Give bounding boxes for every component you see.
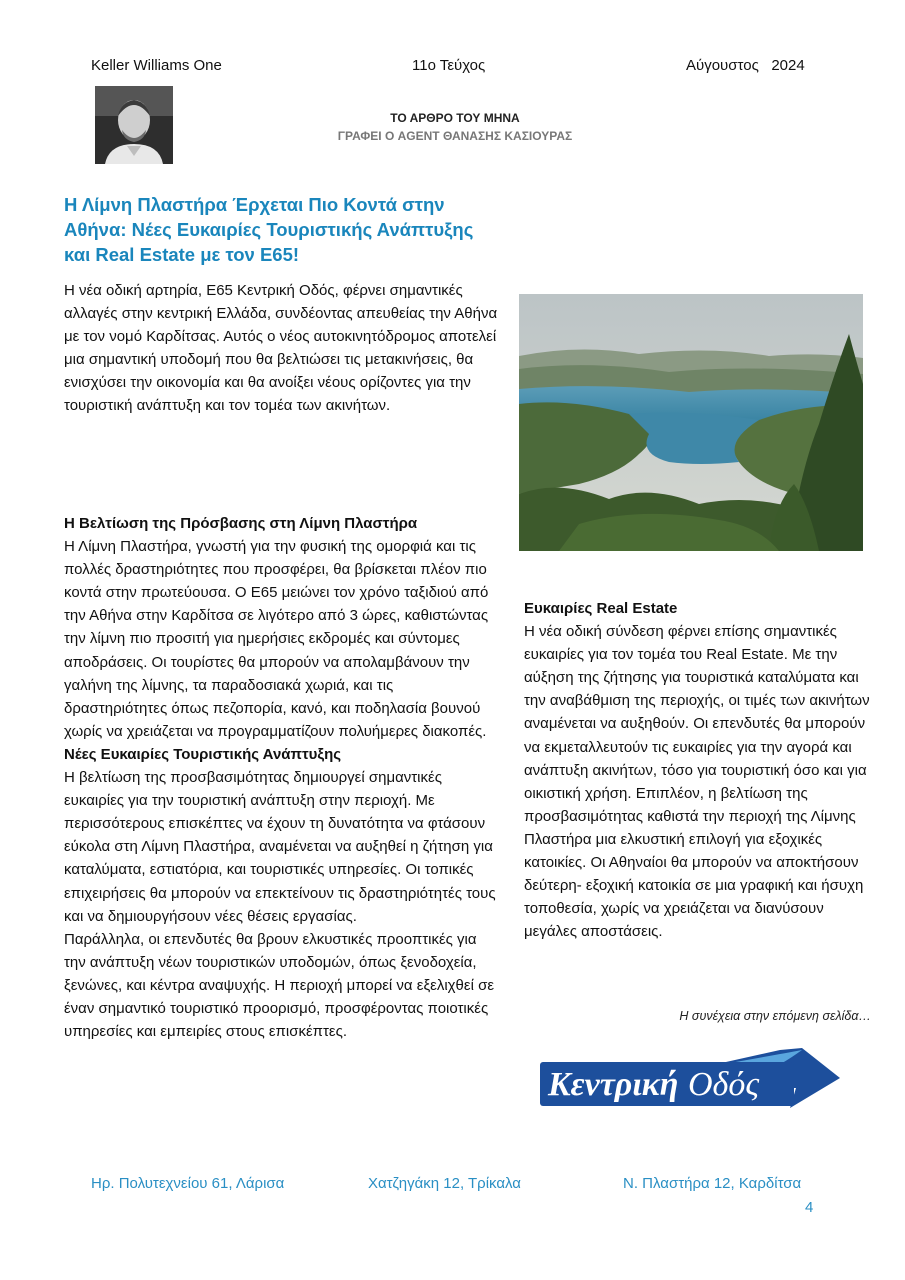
article-intro: Η νέα οδική αρτηρία, Ε65 Κεντρική Οδός, φέρνει σημαντικές αλλαγές στην κεντρική Ελλάδα, συνδέοντας απευθείας την Αθήνα με τον νομό Καρδίτσας. Αυτός ο νέος αυτοκινητόδρομος αποτελεί μια σημαντική υποδομή που θα βελτιώσει τις μετακινήσεις, θα ενισχύσει την οικονομία και θα ανοίξει νέους ορίζοντες για την τουριστική ανάπτυξη και τον τομέα των ακινήτων. — [64, 282, 498, 415]
agent-photo — [95, 86, 173, 164]
section-tourism-text-2: Παράλληλα, οι επενδυτές θα βρουν ελκυστικές προοπτικές για την ανάπτυξη νέων τουριστικών υποδομών, όπως ξενοδοχεία, ξενώνες, και κέντρα αναψυχής. Η περιοχή μπορεί να εξελιχθεί σε έναν σημαντικό τουριστικό προορισμό, προσφέροντας ποιοτικές υπηρεσίες και εμπειρίες στους επισκέπτες. — [64, 930, 495, 1041]
logo-text-odos: Οδός — [688, 1066, 760, 1103]
company-name: Keller Williams One — [91, 57, 222, 74]
issue-year: 2024 — [771, 57, 805, 74]
article-author: ΓΡΑΦΕΙ Ο AGENT ΘΑΝΑΣΗΣ ΚΑΣΙΟΥΡΑΣ — [337, 129, 573, 143]
article-left-column — [64, 512, 499, 1043]
logo-text-kentriki: Κεντρική — [548, 1066, 679, 1103]
issue-month: Αύγουστος — [686, 57, 759, 74]
issue-number: 11ο Τεύχος — [412, 57, 486, 74]
footer-address-larisa: Ηρ. Πολυτεχνείου 61, Λάρισα — [91, 1175, 285, 1192]
article-kicker: ΤΟ ΑΡΘΡΟ ΤΟΥ ΜΗΝΑ — [390, 111, 520, 125]
continue-note: Η συνέχεια στην επόμενη σελίδα… — [679, 1009, 871, 1023]
section-tourism-heading: Νέες Ευκαιρίες Τουριστικής Ανάπτυξης — [64, 745, 342, 763]
section-access-heading: Η Βελτίωση της Πρόσβασης στη Λίμνη Πλαστήρα — [64, 515, 418, 532]
footer-address-trikala: Χατζηγάκη 12, Τρίκαλα — [368, 1175, 521, 1192]
article-intro-column — [64, 279, 499, 418]
section-realestate-heading: Ευκαιρίες Real Estate — [524, 600, 678, 617]
footer-address-karditsa: Ν. Πλαστήρα 12, Καρδίτσα — [623, 1175, 802, 1192]
section-tourism-text: Η βελτίωση της προσβασιμότητας δημιουργεί σημαντικές ευκαιρίες για την τουριστική ανάπτυξη στην περιοχή. Με περισσότερους επισκέπτες να έχουν τη δυνατότητα να φτάσουν εύκολα στη Λίμνη Πλαστήρα, αναμένεται να αυξηθεί η ζήτηση για καταλύματα, εστιατόρια, και τουριστικές υπηρεσίες. Οι τοπικές επιχειρήσεις θα μπορούν να επεκτείνουν τις δραστηριότητές τους και να δημιουργήσουν νέες θέσεις εργασίας. — [64, 769, 496, 925]
article-right-column — [524, 597, 876, 943]
section-access-text: Η Λίμνη Πλαστήρα, γνωστή για την φυσική της ομορφιά και τις πολλές δραστηριότητες που προσφέρει, θα βρίσκεται πλέον πιο κοντά στην πρωτεύουσα. Ο Ε65 μειώνει τον χρόνο ταξιδιού από την Αθήνα στην Καρδίτσα σε λιγότερο από 3 ώρες, καθιστώντας την λίμνη πιο προσιτή για ημερήσιες εκδρομές και σύντομες αποδράσεις. Οι τουρίστες θα μπορούν να απολαμβάνουν την γαλήνη της λίμνης, τα παραδοσιακά χωριά, και τις δραστηριότητες όπως πεζοπορία, κανό, και ποδηλασία βουνού χωρίς να χρειάζεται να προγραμματίζουν πολυήμερες διακοπές. — [64, 538, 489, 740]
page-number: 4 — [805, 1199, 814, 1216]
lake-plastira-photo — [519, 294, 863, 551]
article-title: Η Λίμνη Πλαστήρα Έρχεται Πιο Κοντά στην Αθήνα: Νέες Ευκαιρίες Τουριστικής Ανάπτυξης και Real Estate με τον Ε65! — [64, 194, 474, 265]
issue-date — [686, 57, 805, 74]
section-realestate-text: Η νέα οδική σύνδεση φέρνει επίσης σημαντικές ευκαιρίες για τον τομέα του Real Estate. Με την αύξηση της ζήτησης για τουριστικά καταλύματα και την αναβάθμιση της περιοχής, οι τιμές των ακινήτων αναμένεται να αυξηθούν. Οι επενδυτές θα μπορούν να εκμεταλλευτούν τις ευκαιρίες για την αγορά και ανάπτυξη ακινήτων, τόσο για τουριστική όσο και για οικιστική χρήση. Επιπλέον, η βελτίωση της προσβασιμότητας καθιστά την περιοχή της Λίμνης Πλαστήρα μια ελκυστική επιλογή για εξοχικές κατοικίες. Οι Αθηναίοι θα μπορούν να αποκτήσουν δεύτερη- εξοχική κατοικία σε μια γραφική και ήσυχη τοποθεσία, χωρίς να χρειάζεται να διανύσουν μεγάλες αποστάσεις. — [524, 623, 870, 941]
kentriki-odos-logo — [540, 1048, 840, 1118]
